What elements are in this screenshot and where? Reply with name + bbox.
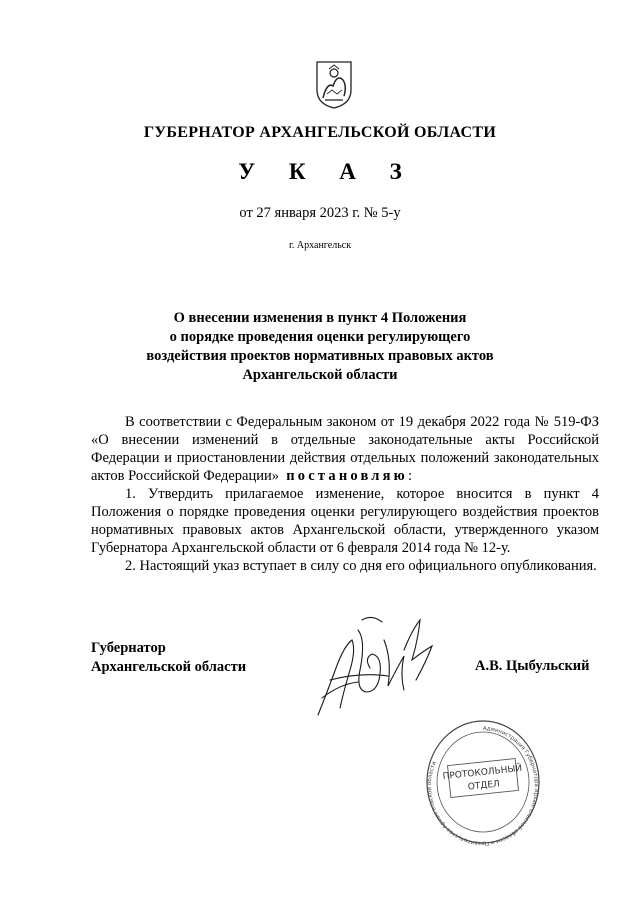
svg-text:ОТДЕЛ: ОТДЕЛ bbox=[467, 779, 501, 793]
position-line: Архангельской области bbox=[91, 659, 247, 675]
subject-line: о порядке проведения оценки регулирующего bbox=[169, 329, 471, 345]
signatory-name: А.В. Цыбульский bbox=[475, 658, 590, 674]
document-city: г. Архангельск bbox=[288, 240, 352, 251]
svg-text:Администрация Губернатора Арха: Администрация Губернатора Архангельской области и Правительства Архангельской области bbox=[426, 725, 539, 846]
item-2-paragraph: 2. Настоящий указ вступает в силу со дня его официального опубликования. bbox=[125, 558, 597, 574]
position-line: Губернатор bbox=[91, 640, 166, 656]
handwritten-signature bbox=[300, 610, 450, 725]
document-body bbox=[91, 413, 599, 575]
decree-colon: : bbox=[407, 468, 412, 484]
issuing-authority: ГУБЕРНАТОР АРХАНГЕЛЬСКОЙ ОБЛАСТИ bbox=[143, 124, 497, 141]
item-1-paragraph: 1. Утвердить прилагаемое изменение, которое вносится в пункт 4 Положения о порядке проведения оценки регулирующего воздействия проектов нормативных правовых актов Архангельской области, утвержденного указом Губернатора Архангельской области от 6 февраля 2014 года № 12-у. bbox=[91, 486, 599, 556]
document-subject bbox=[0, 309, 640, 385]
subject-line: О внесении изменения в пункт 4 Положения bbox=[173, 310, 467, 326]
subject-line: Архангельской области bbox=[242, 367, 398, 383]
signatory-position bbox=[91, 639, 246, 677]
subject-line: воздействия проектов нормативных правовых актов bbox=[146, 348, 494, 364]
preamble-paragraph bbox=[91, 413, 599, 485]
svg-text:ПРОТОКОЛЬНЫЙ: ПРОТОКОЛЬНЫЙ bbox=[442, 763, 523, 783]
preamble-text: В соответствии с Федеральным законом от 19 декабря 2022 года № 519-ФЗ «О внесении изменений в отдельные законодательные акты Российской Федерации и приостановлении действия отдельных положений законодательных актов Российской Федерации» bbox=[91, 414, 599, 484]
decree-word: постановляю bbox=[286, 468, 408, 484]
document-type: У К А З bbox=[238, 159, 416, 184]
coat-of-arms-icon bbox=[315, 60, 353, 110]
official-seal-stamp bbox=[425, 718, 541, 846]
document-date-number: от 27 января 2023 г. № 5-у bbox=[239, 205, 401, 221]
